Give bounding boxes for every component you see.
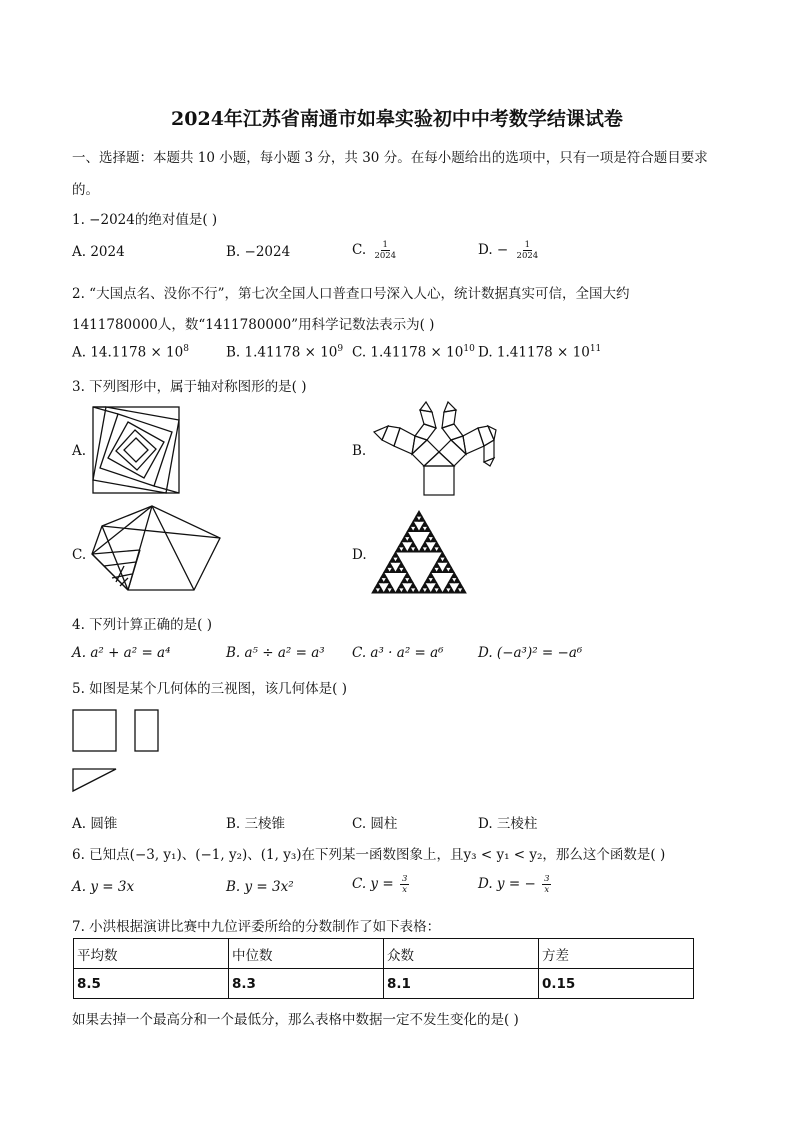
q6-stem: 6. 已知点(−3, y₁)、(−1, y₂)、(1, y₃)在下列某一函数图象上，且y₃ < y₁ < y₂，那么这个函数是( )	[72, 847, 666, 863]
q2-option-a-text: A. 14.1178 × 10	[72, 344, 184, 361]
front-view-square	[73, 710, 116, 751]
q7-question: 如果去掉一个最高分和一个最低分，那么表格中数据一定不发生变化的是( )	[72, 1012, 519, 1028]
q5-option-a[interactable]: A. 圆锥	[72, 816, 118, 832]
table-cell: 8.3	[229, 969, 384, 999]
q2-option-b[interactable]	[226, 344, 343, 361]
q3-figure-b-pythagoras-tree	[370, 400, 498, 498]
q1-option-d-denominator: 2024	[516, 251, 539, 261]
q2-option-a[interactable]	[72, 344, 189, 361]
q2-option-b-exp: 9	[337, 344, 344, 354]
q5-option-c[interactable]: C. 圆柱	[352, 816, 398, 832]
q6-option-c-prefix: C. y =	[352, 876, 394, 892]
q6-option-c[interactable]	[352, 874, 409, 895]
q1-option-d[interactable]	[478, 240, 540, 261]
q1-option-d-prefix: D. −	[478, 242, 509, 258]
q3-figure-c-triangle-spiral	[90, 504, 222, 594]
q2-stem-line2: 1411780000人，数“1411780000”用科学记数法表示为( )	[72, 317, 435, 333]
q3-figure-a-nested-squares	[92, 406, 180, 494]
q5-stem: 5. 如图是某个几何体的三视图，该几何体是( )	[72, 681, 347, 697]
q3-option-d[interactable]: D.	[352, 547, 367, 563]
q2-option-c-text: C. 1.41178 × 10	[352, 344, 464, 361]
q2-option-d-exp: 11	[589, 344, 602, 354]
q1-option-c-fraction	[372, 240, 398, 261]
q2-option-c[interactable]	[352, 344, 475, 361]
q6-option-d-denominator: x	[544, 885, 550, 895]
q2-option-b-text: B. 1.41178 × 10	[226, 344, 338, 361]
table-header-cell: 平均数	[74, 939, 229, 969]
table-header-row	[74, 939, 694, 969]
section-heading-line2: 的。	[72, 182, 99, 198]
q6-option-d[interactable]	[478, 874, 551, 895]
q1-option-a[interactable]: A. 2024	[72, 244, 125, 260]
q7-score-table	[73, 938, 694, 999]
q4-stem: 4. 下列计算正确的是( )	[72, 617, 212, 633]
table-cell: 0.15	[539, 969, 694, 999]
q6-option-c-numerator: 3	[401, 874, 408, 884]
q2-option-d[interactable]	[478, 344, 601, 361]
q2-stem-line1: 2. “大国点名、没你不行”，第七次全国人口普查口号深入人心，统计数据真实可信，全国大约	[72, 286, 630, 302]
q6-option-c-denominator: x	[402, 885, 408, 895]
top-view-triangle	[73, 769, 116, 791]
q6-option-d-prefix: D. y = −	[478, 876, 536, 892]
q6-option-d-fraction	[542, 874, 551, 895]
q6-option-c-fraction	[400, 874, 409, 895]
q7-stem: 7. 小洪根据演讲比赛中九位评委所给的分数制作了如下表格：	[72, 919, 441, 935]
q4-option-d[interactable]: D. (−a³)² = −a⁶	[478, 645, 583, 661]
q5-three-views-figure	[72, 709, 162, 793]
q5-option-b[interactable]: B. 三棱锥	[226, 816, 286, 832]
q3-option-a[interactable]: A.	[72, 443, 87, 459]
q3-stem: 3. 下列图形中，属于轴对称图形的是( )	[72, 379, 307, 395]
q1-option-c-prefix: C.	[352, 242, 367, 258]
q1-option-c-numerator: 1	[382, 240, 388, 250]
q1-option-d-numerator: 1	[524, 240, 531, 250]
q6-option-d-numerator: 3	[544, 874, 550, 884]
q1-option-c[interactable]	[352, 240, 398, 261]
q3-option-c[interactable]: C.	[72, 547, 87, 563]
q4-option-a[interactable]: A. a² + a² = a⁴	[72, 645, 171, 661]
page-title: 2024年江苏省南通市如皋实验初中中考数学结课试卷	[171, 108, 623, 130]
q5-option-d[interactable]: D. 三棱柱	[478, 816, 538, 832]
q1-option-d-fraction	[515, 240, 541, 261]
q4-option-b[interactable]: B. a⁵ ÷ a² = a³	[226, 645, 325, 661]
table-header-cell: 中位数	[229, 939, 384, 969]
q2-option-c-exp: 10	[463, 344, 475, 354]
table-cell: 8.5	[74, 969, 229, 999]
q6-option-a[interactable]: A. y = 3x	[72, 879, 135, 895]
q1-option-c-denominator: 2024	[374, 251, 397, 261]
section-heading-line1: 一、选择题：本题共 10 小题，每小题 3 分，共 30 分。在每小题给出的选项中，只有一项是符合题目要求	[72, 150, 708, 166]
q3-option-b[interactable]: B.	[352, 443, 367, 459]
side-view-rect	[135, 710, 158, 751]
q2-option-d-text: D. 1.41178 × 10	[478, 344, 590, 361]
q6-option-b[interactable]: B. y = 3x²	[226, 879, 294, 895]
table-row	[74, 969, 694, 999]
table-header-cell: 众数	[384, 939, 539, 969]
q2-option-a-exp: 8	[183, 344, 189, 354]
table-header-cell: 方差	[539, 939, 694, 969]
q1-option-b[interactable]: B. −2024	[226, 244, 291, 260]
q1-stem: 1. −2024的绝对值是( )	[72, 212, 218, 228]
q3-figure-d-sierpinski-triangle	[371, 510, 467, 594]
table-cell: 8.1	[384, 969, 539, 999]
q4-option-c[interactable]: C. a³ · a² = a⁶	[352, 645, 444, 661]
